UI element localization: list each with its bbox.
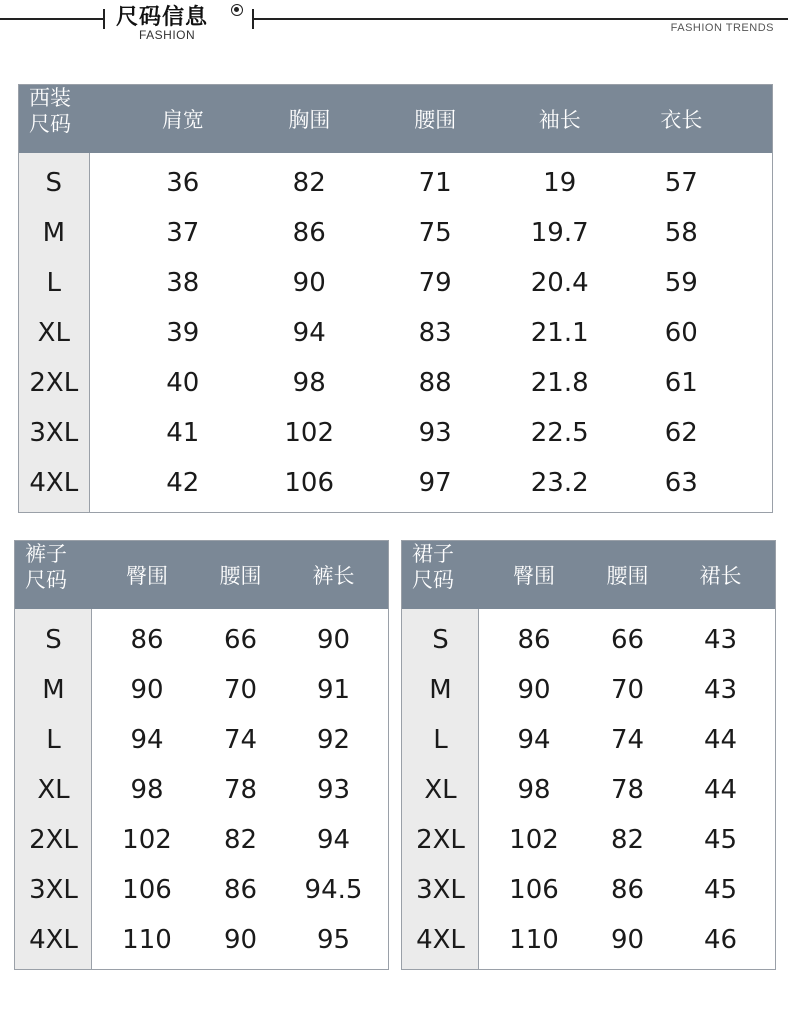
- header-rule-right: [252, 18, 788, 20]
- skirt-value-cell: 102: [509, 825, 559, 855]
- skirt-table-row: [402, 665, 775, 715]
- suit-table-row: [19, 258, 772, 308]
- pants-value-cell: 94: [316, 825, 351, 855]
- suit-size-label: 3XL: [29, 418, 79, 448]
- pants-table-row: [15, 815, 388, 865]
- skirt-value-cell: 43: [703, 625, 738, 655]
- suit-value-cell: 41: [166, 418, 200, 448]
- suit-value-cell: 90: [292, 268, 326, 298]
- pants-corner-line2: 尺码: [25, 568, 67, 592]
- pants-col-header: 腰围: [219, 564, 262, 588]
- suit-size-label: 2XL: [29, 368, 79, 398]
- skirt-table-row: [402, 815, 775, 865]
- skirt-col-header: 臀围: [513, 564, 555, 588]
- skirt-size-label: M: [429, 675, 452, 705]
- skirt-corner-line2: 尺码: [412, 568, 454, 592]
- pants-value-cell: 92: [316, 725, 351, 755]
- suit-value-cell: 106: [284, 468, 335, 498]
- pants-table-row: [15, 765, 388, 815]
- suit-value-cell: 36: [166, 168, 200, 198]
- suit-value-cell: 37: [166, 218, 200, 248]
- skirt-size-table: [401, 540, 776, 970]
- suit-value-cell: 42: [166, 468, 200, 498]
- pants-size-table: [14, 540, 389, 970]
- suit-value-cell: 39: [166, 318, 200, 348]
- skirt-value-cell: 43: [703, 675, 738, 705]
- suit-value-cell: 61: [664, 368, 698, 398]
- skirt-value-cell: 66: [610, 625, 645, 655]
- skirt-table-row: [402, 865, 775, 915]
- skirt-corner-line1: 裙子: [412, 542, 454, 566]
- bullet-icon: [231, 4, 243, 16]
- pants-corner-label: [15, 541, 92, 609]
- suit-value-cell: 58: [664, 218, 698, 248]
- skirt-table-body: [402, 609, 775, 969]
- pants-size-label: 3XL: [29, 875, 78, 905]
- suit-size-table: [18, 84, 773, 513]
- suit-table-row: [19, 358, 772, 408]
- suit-size-label: XL: [37, 318, 70, 348]
- pants-size-label: 4XL: [29, 925, 78, 955]
- skirt-value-cell: 82: [610, 825, 645, 855]
- pants-corner-line1: 裤子: [25, 542, 67, 566]
- suit-value-cell: 59: [664, 268, 698, 298]
- pants-value-cell: 102: [122, 825, 172, 855]
- skirt-value-cell: 44: [703, 775, 738, 805]
- suit-value-cell: 19.7: [530, 218, 589, 248]
- suit-corner-line1: 西装: [29, 86, 71, 110]
- suit-value-cell: 79: [418, 268, 452, 298]
- pants-table-header: [15, 541, 388, 609]
- skirt-value-cell: 110: [509, 925, 559, 955]
- header-right-text: FASHION TRENDS: [670, 22, 774, 34]
- header-tick-left: [103, 9, 105, 29]
- suit-col-header: 衣长: [660, 108, 703, 132]
- pants-value-cell: 86: [130, 625, 164, 655]
- pants-value-cell: 82: [223, 825, 258, 855]
- pants-value-cell: 110: [122, 925, 172, 955]
- skirt-value-cell: 74: [610, 725, 645, 755]
- pants-value-cell: 70: [223, 675, 258, 705]
- suit-value-cell: 63: [664, 468, 698, 498]
- suit-value-cell: 88: [418, 368, 452, 398]
- header-rule-left: [0, 18, 104, 20]
- pants-value-cell: 94: [130, 725, 164, 755]
- pants-value-cell: 91: [316, 675, 351, 705]
- skirt-value-cell: 98: [517, 775, 551, 805]
- skirt-table-row: [402, 765, 775, 815]
- pants-table-row: [15, 715, 388, 765]
- skirt-value-cell: 45: [703, 825, 738, 855]
- skirt-value-cell: 46: [703, 925, 738, 955]
- pants-table-body: [15, 609, 388, 969]
- suit-value-cell: 83: [418, 318, 452, 348]
- skirt-size-label: 4XL: [416, 925, 465, 955]
- suit-table-row: [19, 408, 772, 458]
- suit-col-header: 肩宽: [161, 108, 204, 132]
- suit-size-label: L: [46, 268, 62, 298]
- pants-value-cell: 90: [130, 675, 164, 705]
- suit-col-header: 胸围: [288, 108, 331, 132]
- suit-size-label: 4XL: [29, 468, 79, 498]
- skirt-col-header: 裙长: [699, 564, 742, 588]
- pants-table-row: [15, 915, 388, 965]
- suit-table-row: [19, 458, 772, 508]
- pants-size-label: 2XL: [29, 825, 78, 855]
- pants-value-cell: 86: [223, 875, 258, 905]
- skirt-value-cell: 86: [610, 875, 645, 905]
- suit-table-row: [19, 208, 772, 258]
- skirt-table-row: [402, 715, 775, 765]
- suit-value-cell: 98: [292, 368, 326, 398]
- skirt-value-cell: 94: [517, 725, 551, 755]
- suit-value-cell: 21.8: [530, 368, 589, 398]
- pants-value-cell: 95: [316, 925, 351, 955]
- pants-value-cell: 93: [316, 775, 351, 805]
- header-subtitle: FASHION: [139, 28, 196, 42]
- skirt-value-cell: 44: [703, 725, 738, 755]
- skirt-size-label: 2XL: [416, 825, 465, 855]
- pants-value-cell: 94.5: [304, 875, 363, 905]
- suit-value-cell: 23.2: [530, 468, 589, 498]
- suit-corner-label: [19, 85, 89, 153]
- skirt-col-header: 腰围: [606, 564, 649, 588]
- suit-value-cell: 97: [418, 468, 452, 498]
- skirt-table-row: [402, 615, 775, 665]
- skirt-value-cell: 45: [703, 875, 738, 905]
- suit-table-row: [19, 308, 772, 358]
- pants-size-label: L: [46, 725, 61, 755]
- suit-value-cell: 21.1: [530, 318, 589, 348]
- suit-value-cell: 19: [543, 168, 577, 198]
- skirt-value-cell: 78: [610, 775, 645, 805]
- suit-size-label: M: [42, 218, 66, 248]
- skirt-value-cell: 90: [517, 675, 551, 705]
- skirt-size-label: S: [432, 625, 449, 655]
- skirt-value-cell: 70: [610, 675, 645, 705]
- suit-value-cell: 60: [664, 318, 698, 348]
- suit-value-cell: 38: [166, 268, 200, 298]
- suit-value-cell: 93: [418, 418, 452, 448]
- suit-value-cell: 102: [284, 418, 335, 448]
- skirt-value-cell: 106: [509, 875, 559, 905]
- skirt-corner-label: [402, 541, 479, 609]
- skirt-table-header: [402, 541, 775, 609]
- skirt-value-cell: 86: [517, 625, 551, 655]
- suit-value-cell: 94: [292, 318, 326, 348]
- pants-value-cell: 74: [223, 725, 258, 755]
- suit-size-label: S: [45, 168, 63, 198]
- pants-value-cell: 78: [223, 775, 258, 805]
- suit-value-cell: 22.5: [530, 418, 589, 448]
- pants-value-cell: 90: [223, 925, 258, 955]
- skirt-value-cell: 90: [610, 925, 645, 955]
- skirt-size-label: XL: [424, 775, 457, 805]
- pants-col-header: 裤长: [312, 564, 355, 588]
- suit-value-cell: 62: [664, 418, 698, 448]
- pants-col-header: 臀围: [126, 564, 168, 588]
- suit-value-cell: 75: [418, 218, 452, 248]
- suit-value-cell: 71: [418, 168, 452, 198]
- suit-value-cell: 86: [292, 218, 326, 248]
- pants-size-label: M: [42, 675, 65, 705]
- suit-table-row: [19, 158, 772, 208]
- pants-value-cell: 98: [130, 775, 164, 805]
- suit-table-body: [19, 153, 772, 512]
- pants-size-label: S: [45, 625, 62, 655]
- pants-table-row: [15, 865, 388, 915]
- suit-col-header: 袖长: [538, 108, 581, 132]
- pants-table-row: [15, 615, 388, 665]
- pants-value-cell: 90: [316, 625, 351, 655]
- suit-corner-line2: 尺码: [29, 112, 71, 136]
- skirt-table-row: [402, 915, 775, 965]
- skirt-size-label: 3XL: [416, 875, 465, 905]
- suit-value-cell: 82: [292, 168, 326, 198]
- suit-value-cell: 57: [664, 168, 698, 198]
- suit-table-header: [19, 85, 772, 153]
- suit-value-cell: 20.4: [530, 268, 589, 298]
- pants-value-cell: 66: [223, 625, 258, 655]
- skirt-size-label: L: [433, 725, 448, 755]
- pants-table-row: [15, 665, 388, 715]
- pants-size-label: XL: [37, 775, 70, 805]
- suit-col-header: 腰围: [414, 108, 457, 132]
- header-title: 尺码信息: [116, 5, 209, 30]
- pants-value-cell: 106: [122, 875, 172, 905]
- suit-value-cell: 40: [166, 368, 200, 398]
